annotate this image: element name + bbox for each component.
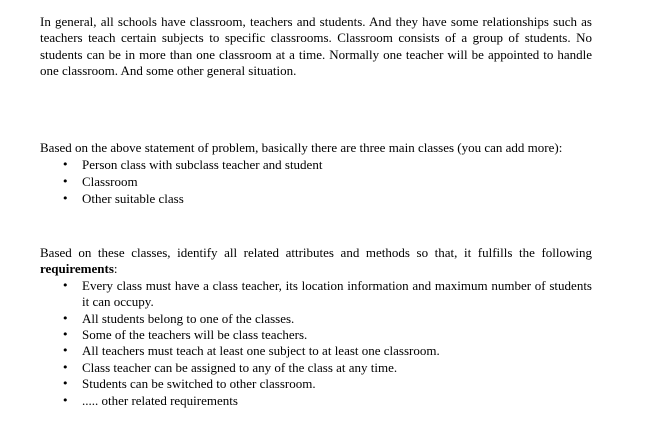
list-item: • All teachers must teach at least one subject to at least one classroom. bbox=[62, 343, 440, 359]
bullet-icon: • bbox=[62, 192, 69, 206]
bullet-icon: • bbox=[62, 158, 69, 172]
list-item: • Other suitable class bbox=[62, 191, 184, 207]
bullet-icon: • bbox=[62, 377, 69, 391]
list-item: • All students belong to one of the classes. bbox=[62, 310, 295, 326]
intro-paragraph: In general, all schools have classroom, teachers and students. And they have some relationships such as teachers teach certain subjects to specific classrooms. Classroom consists of a group of students. No students can be in more than one classroom at a time. Normally one teacher will be appointed to handle one classroom. And some other general situation. bbox=[40, 14, 592, 79]
requirements-heading: Based on these classes, identify all related attributes and methods so that, it fulfills the following requirements: bbox=[40, 245, 592, 277]
spacer bbox=[40, 80, 592, 140]
list-item: • Person class with subclass teacher and student bbox=[62, 157, 323, 173]
classes-list bbox=[40, 156, 592, 207]
requirements-label: requirements bbox=[40, 261, 114, 277]
bullet-icon: • bbox=[62, 344, 69, 358]
bullet-icon: • bbox=[62, 360, 69, 374]
requirements-list bbox=[40, 278, 592, 409]
spacer bbox=[40, 207, 592, 245]
bullet-icon: • bbox=[62, 328, 69, 342]
list-item: • Every class must have a class teacher, its location information and maximum number of students it can occupy. bbox=[62, 277, 592, 310]
document-page bbox=[40, 14, 592, 409]
list-item: • Some of the teachers will be class teachers. bbox=[62, 327, 308, 343]
list-item: • Students can be switched to other classroom. bbox=[62, 376, 316, 392]
bullet-icon: • bbox=[62, 278, 69, 292]
list-item: • ..... other related requirements bbox=[62, 392, 238, 408]
list-item: • Classroom bbox=[62, 174, 138, 190]
bullet-icon: • bbox=[62, 175, 69, 189]
classes-heading: Based on the above statement of problem, basically there are three main classes (you can add more): bbox=[40, 139, 563, 155]
bullet-icon: • bbox=[62, 393, 69, 407]
bullet-icon: • bbox=[62, 311, 69, 325]
list-item: • Class teacher can be assigned to any of the class at any time. bbox=[62, 359, 398, 375]
